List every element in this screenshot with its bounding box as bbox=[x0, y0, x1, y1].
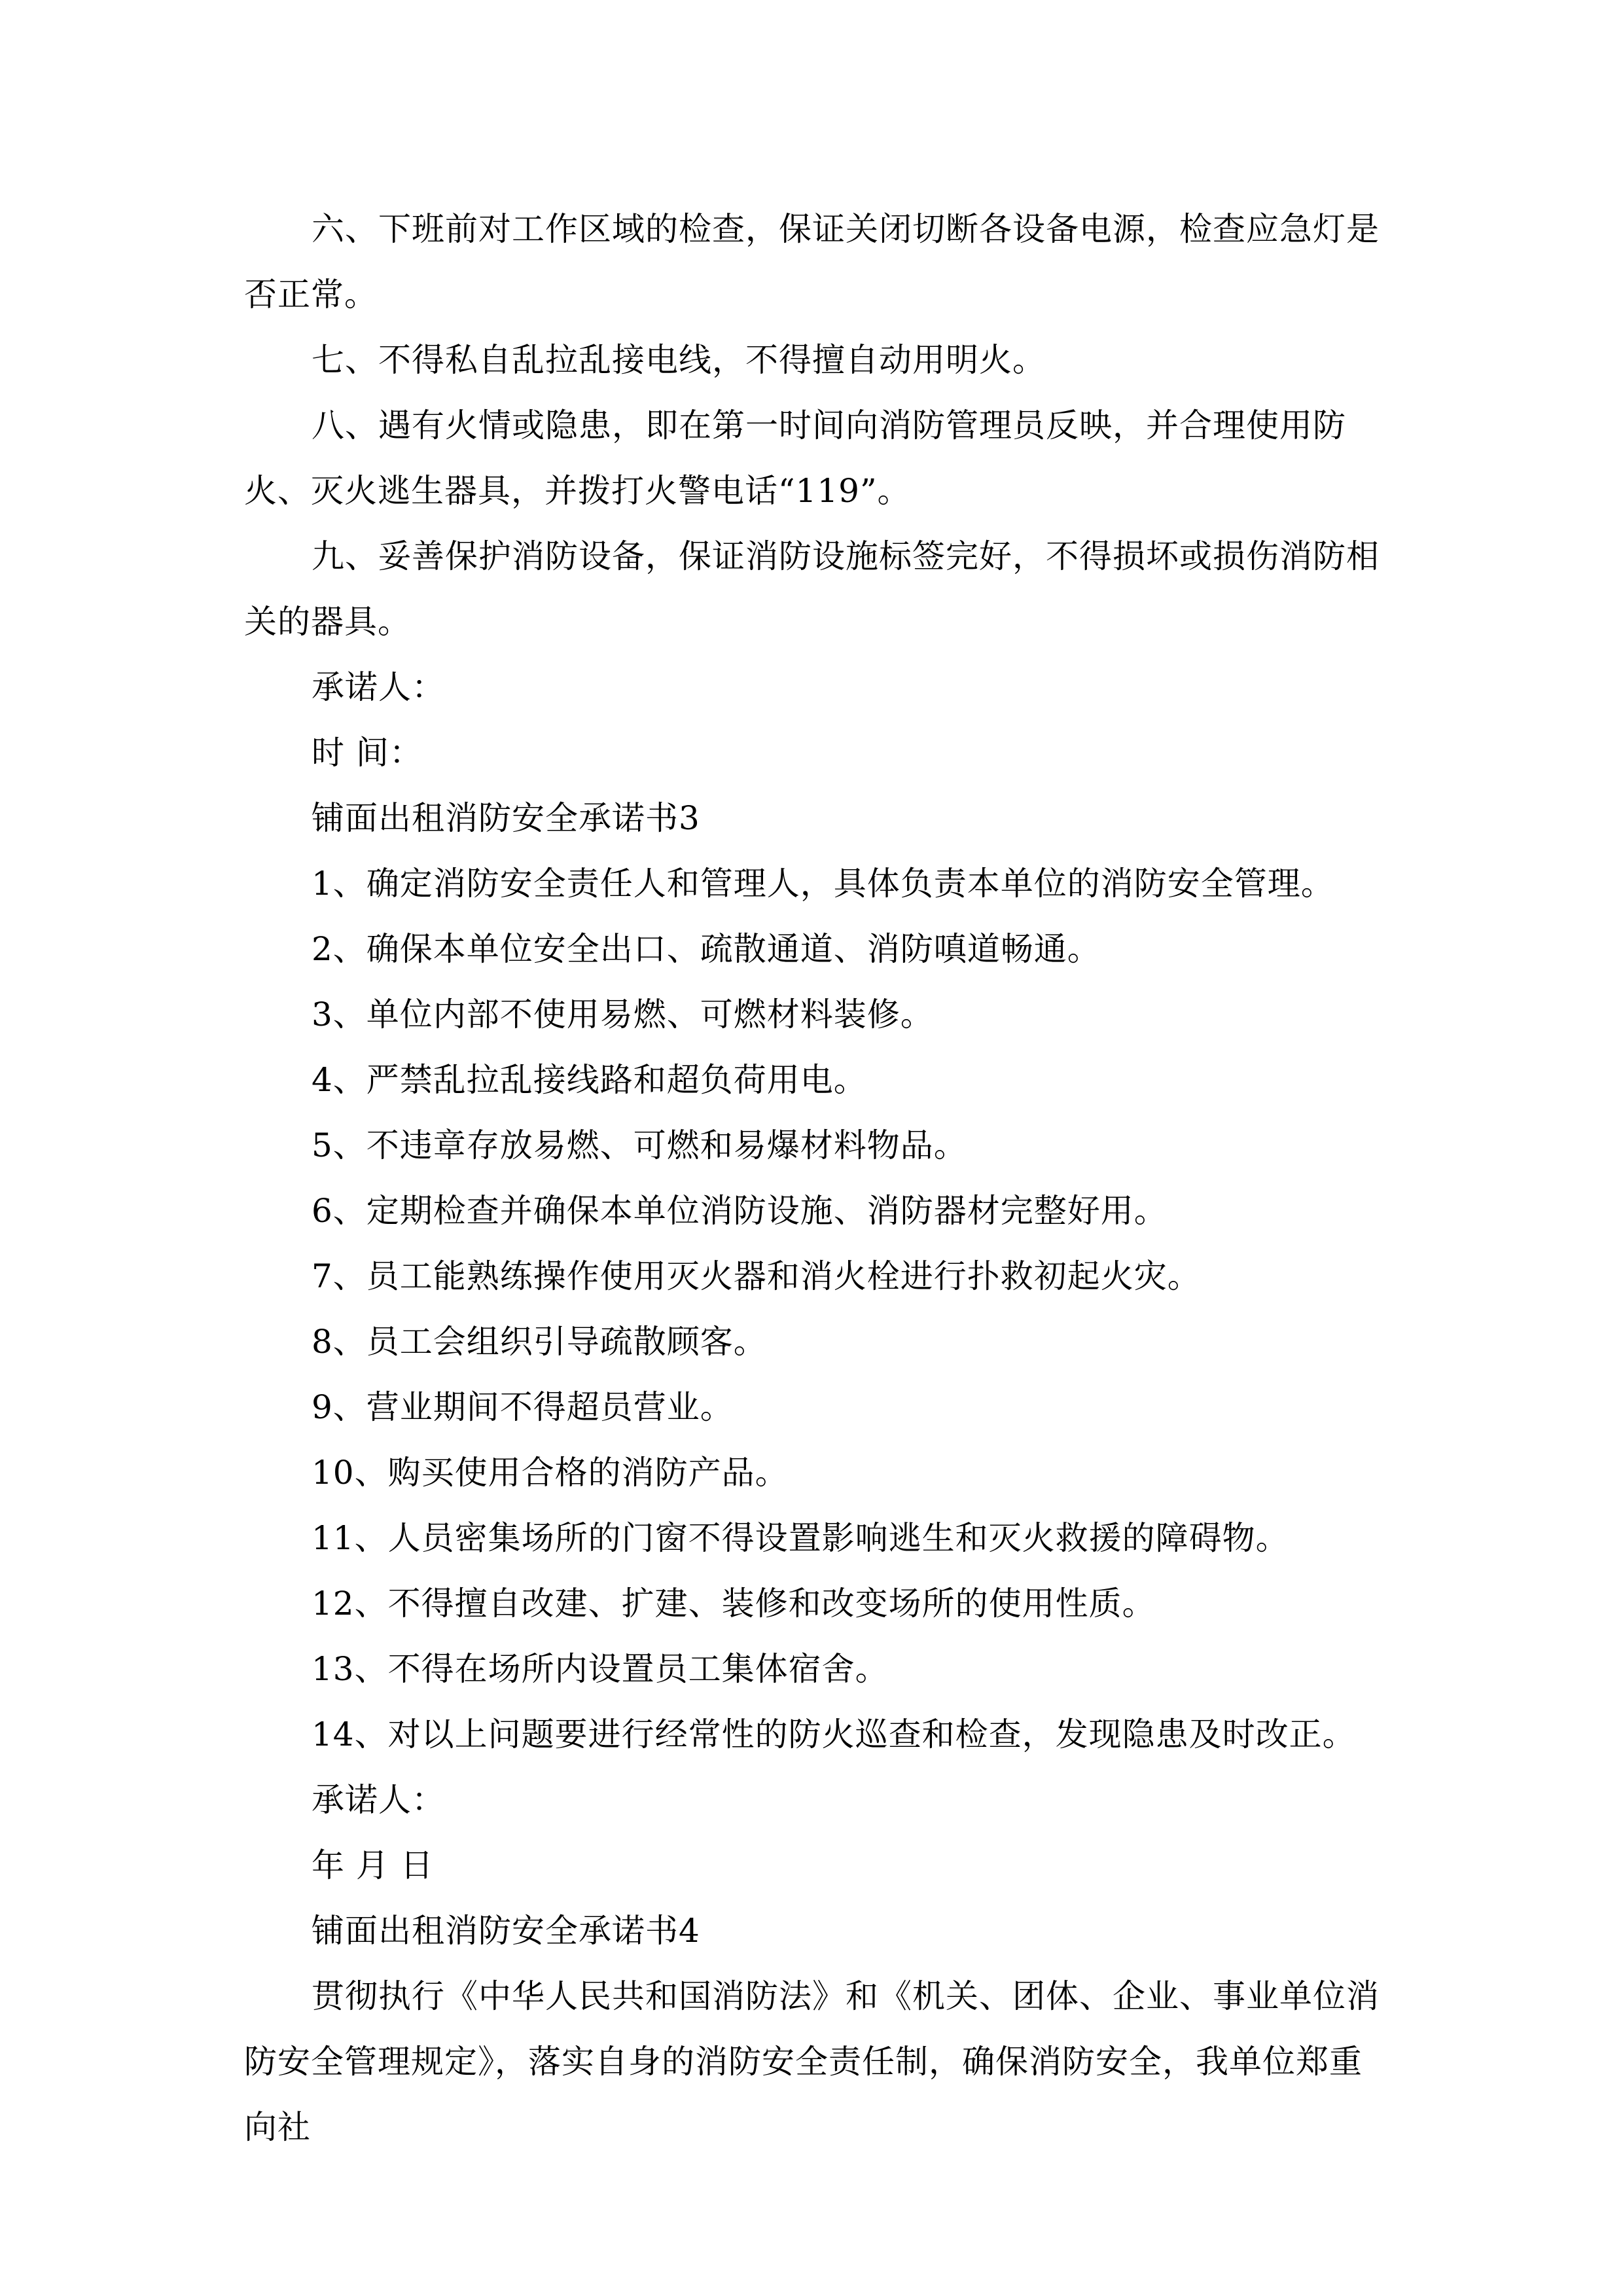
paragraph-item-8: 八、遇有火情或隐患，即在第一时间向消防管理员反映，并合理使用防火、灭火逃生器具，并拨打火警电话“119”。 bbox=[244, 406, 1346, 510]
section-title-4: 铺面出租消防安全承诺书4 bbox=[312, 1912, 700, 1950]
intro-paragraph: 贯彻执行《中华人民共和国消防法》和《机关、团体、企业、事业单位消防安全管理规定》，落实自身的消防安全责任制，确保消防安全，我单位郑重向社 bbox=[244, 1977, 1380, 2146]
commitment-item-1: 1、确定消防安全责任人和管理人，具体负责本单位的消防安全管理。 bbox=[312, 865, 1334, 903]
paragraph-item-9: 九、妥善保护消防设备，保证消防设施标签完好，不得损坏或损伤消防相关的器具。 bbox=[244, 537, 1380, 641]
commitment-item-8: 8、员工会组织引导疏散顾客。 bbox=[312, 1323, 767, 1361]
commitment-item-3: 3、单位内部不使用易燃、可燃材料装修。 bbox=[312, 996, 934, 1033]
commitment-item-9: 9、营业期间不得超员营业。 bbox=[312, 1388, 734, 1426]
commitment-item-6: 6、定期检查并确保本单位消防设施、消防器材完整好用。 bbox=[312, 1192, 1168, 1230]
time-label: 时 间： bbox=[312, 734, 423, 772]
signature-label: 承诺人： bbox=[312, 668, 445, 706]
commitment-item-2: 2、确保本单位安全出口、疏散通道、消防嗔道畅通。 bbox=[312, 930, 1101, 968]
commitment-item-12: 12、不得擅自改建、扩建、装修和改变场所的使用性质。 bbox=[312, 1585, 1156, 1623]
section-title-3: 铺面出租消防安全承诺书3 bbox=[312, 799, 700, 837]
paragraph-item-6: 六、下班前对工作区域的检查，保证关闭切断各设备电源，检查应急灯是否正常。 bbox=[244, 210, 1380, 314]
document-body bbox=[244, 196, 1383, 2160]
commitment-item-11: 11、人员密集场所的门窗不得设置影响逃生和灭火救援的障碍物。 bbox=[312, 1519, 1289, 1557]
commitment-item-10: 10、购买使用合格的消防产品。 bbox=[312, 1454, 789, 1492]
signature-label-2: 承诺人： bbox=[312, 1781, 445, 1819]
commitment-item-5: 5、不违章存放易燃、可燃和易爆材料物品。 bbox=[312, 1126, 967, 1164]
commitment-item-13: 13、不得在场所内设置员工集体宿舍。 bbox=[312, 1650, 889, 1688]
commitment-item-4: 4、严禁乱拉乱接线路和超负荷用电。 bbox=[312, 1061, 867, 1099]
commitment-item-14: 14、对以上问题要进行经常性的防火巡查和检查，发现隐患及时改正。 bbox=[312, 1715, 1356, 1753]
date-label: 年 月 日 bbox=[312, 1846, 434, 1884]
commitment-item-7: 7、员工能熟练操作使用灭火器和消火栓进行扑救初起火灾。 bbox=[312, 1257, 1201, 1295]
paragraph-item-7: 七、不得私自乱拉乱接电线，不得擅自动用明火。 bbox=[312, 341, 1046, 379]
